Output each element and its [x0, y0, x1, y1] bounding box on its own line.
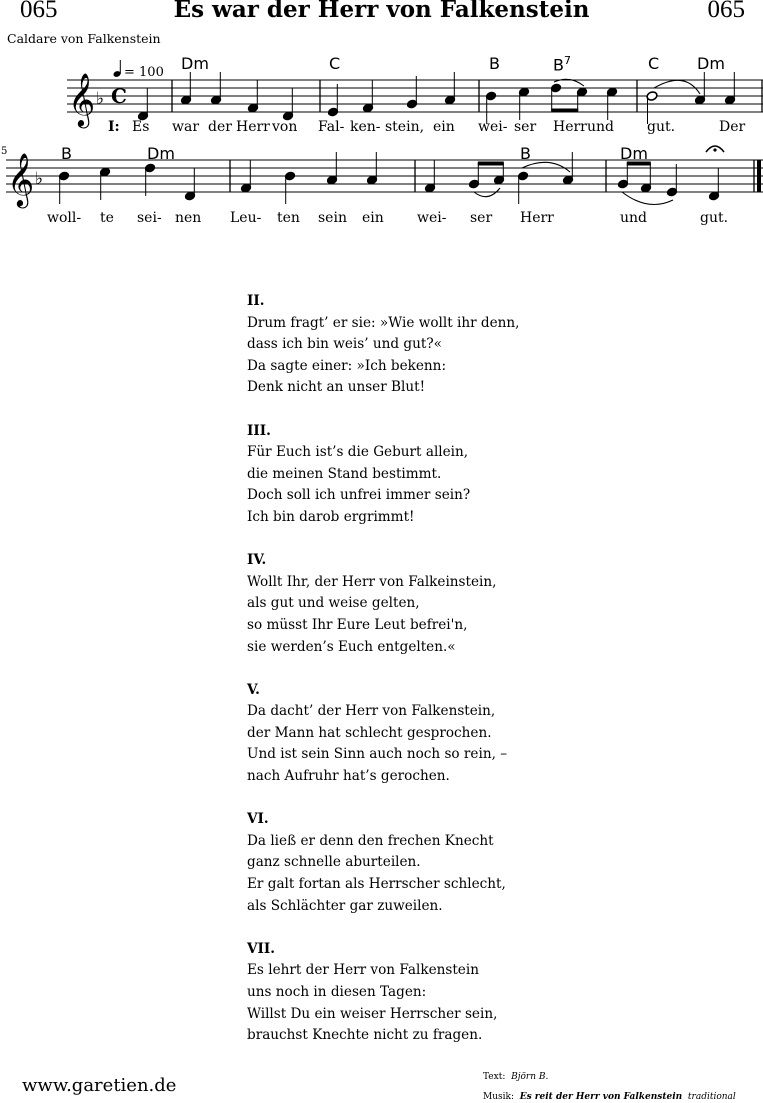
verse-line: Es lehrt der Herr von Falkenstein — [247, 962, 479, 979]
lyric-syllable: Herr — [520, 210, 554, 226]
verse-number: II. — [247, 293, 265, 309]
page-number-right: 065 — [707, 0, 745, 23]
verse-line: Willst Du ein weiser Herrscher sein, — [247, 1005, 498, 1022]
lyric-syllable: ein — [362, 210, 384, 226]
verse-number: VII. — [247, 940, 275, 957]
lyric-syllable: Es — [132, 119, 150, 135]
verse-2 — [247, 291, 520, 399]
lyric-syllable: wei- — [478, 119, 508, 135]
lyric-syllable: von — [272, 119, 298, 135]
lyric-syllable: ein — [433, 119, 455, 135]
lyric-syllable: und — [587, 119, 614, 135]
verse-line: uns noch in diesen Tagen: — [247, 984, 427, 1000]
treble-clef-icon: 𝄞 — [7, 152, 35, 206]
verse-line: so müsst Ihr Eure Leut befrei'n, — [247, 616, 468, 633]
measure-number: 5 — [1, 146, 8, 157]
verse-7 — [247, 939, 520, 1047]
lyric-syllable: woll- — [47, 210, 82, 226]
lyric-syllable: ten — [277, 210, 300, 226]
lyric-syllable: sei- — [137, 210, 162, 226]
lyric-syllable: sein — [318, 210, 347, 226]
verse-line: Da sagte einer: »Ich bekenn: — [247, 357, 447, 374]
lyric-syllable: Herr — [553, 119, 587, 135]
verse-line: Ich bin darob ergrimmt! — [247, 508, 415, 525]
lyric-syllable: wei- — [417, 210, 447, 226]
lyric-syllable: ser — [470, 210, 493, 226]
music-credit — [483, 1092, 736, 1102]
song-title: Es war der Herr von Falkenstein — [173, 0, 590, 23]
lyric-syllable: und — [620, 210, 647, 226]
fermata-icon — [706, 146, 724, 152]
text-author: Björn B. — [511, 1072, 549, 1082]
lyric-syllable: Der — [719, 119, 746, 135]
final-barline — [757, 160, 761, 192]
treble-clef-icon: 𝄞 — [68, 72, 96, 126]
verse-number: IV. — [247, 552, 267, 569]
verse-line: Drum fragt’ er sie: »Wie wollt ihr denn, — [247, 314, 520, 331]
chord-symbol: Dm — [147, 144, 175, 163]
flat-icon: ♭ — [96, 89, 105, 109]
lyric-syllable: ser — [514, 119, 537, 135]
verse-line: Und ist sein Sinn auch noch so rein, – — [247, 746, 508, 763]
chord-symbol: B — [489, 54, 500, 73]
lyric-syllable: nen — [175, 210, 202, 226]
verse-number: V. — [247, 681, 260, 698]
verse-line: nach Aufruhr hat’s gerochen. — [247, 768, 450, 785]
lyric-syllable: gut. — [647, 119, 676, 135]
tempo-marking — [113, 60, 164, 80]
verse-line: der Mann hat schlecht gesprochen. — [247, 724, 492, 741]
lyric-syllable: stein, — [385, 119, 425, 135]
verse-line: Wollt Ihr, der Herr von Falkeinstein, — [247, 573, 497, 590]
chord-symbol: B — [520, 144, 531, 163]
website-link[interactable]: www.garetien.de — [22, 1075, 177, 1096]
staff-2-slurs — [474, 162, 673, 204]
verse-line: dass ich bin weis’ und gut?« — [247, 336, 442, 353]
verse-label: I: — [108, 119, 120, 135]
flat-icon: ♭ — [35, 169, 44, 189]
verse-line: Denk nicht an unser Blut! — [247, 379, 426, 396]
verse-line: Da ließ er denn den frechen Knecht — [247, 832, 494, 849]
chord-symbol: C — [329, 54, 341, 73]
verse-number: III. — [247, 422, 271, 439]
music-source: Es reit der Herr von Falkenstein — [519, 1092, 683, 1102]
music-origin: traditional — [687, 1092, 736, 1102]
verse-line: Da dacht’ der Herr von Falkenstein, — [247, 703, 496, 720]
verse-line: als Schlächter gar zuweilen. — [247, 897, 443, 914]
lyric-syllable: te — [100, 210, 114, 226]
common-time-icon: C — [111, 84, 127, 108]
text-credit — [483, 1072, 548, 1082]
verse-line: Für Euch ist’s die Geburt allein, — [247, 444, 469, 461]
verse-3 — [247, 421, 520, 529]
lyric-syllable: gut. — [700, 210, 729, 226]
chord-symbol: C — [648, 54, 660, 73]
chord-symbol: Dm — [181, 54, 209, 73]
verse-5 — [247, 680, 520, 788]
music-credit-label: Musik: — [483, 1092, 514, 1102]
lyric-syllable: Leu- — [230, 210, 262, 226]
text-credit-label: Text: — [483, 1072, 506, 1082]
verse-line: ganz schnelle aburteilen. — [247, 854, 421, 871]
lyric-syllable: Herr — [236, 119, 270, 135]
verse-line: die meinen Stand bestimmt. — [247, 465, 442, 482]
verse-line: sie werden’s Euch entgelten.« — [247, 638, 456, 655]
lyric-syllable: ken- — [350, 119, 381, 135]
verse-line: als gut und weise gelten, — [247, 595, 420, 612]
chord-symbol: Dm — [620, 144, 648, 163]
lyric-syllable: Fal- — [318, 119, 345, 135]
song-subtitle: Caldare von Falkenstein — [7, 31, 161, 46]
verse-6 — [247, 809, 520, 917]
verses-block — [247, 291, 520, 1068]
page-number-left: 065 — [20, 0, 58, 23]
verse-4 — [247, 550, 520, 658]
verse-line: brauchst Knechte nicht zu fragen. — [247, 1027, 483, 1044]
tempo-text: = 100 — [124, 65, 164, 80]
verse-line: Er galt fortan als Herrscher schlecht, — [247, 876, 506, 893]
lyric-syllable: war — [172, 119, 200, 135]
verse-number: VI. — [247, 811, 269, 828]
chord-symbol: $B^7$ — [553, 54, 571, 75]
lyric-syllable: der — [208, 119, 232, 135]
chord-symbol: Dm — [697, 54, 725, 73]
verse-line: Doch soll ich unfrei immer sein? — [247, 487, 471, 504]
staff-1-slurs — [554, 79, 700, 94]
chord-symbol: B — [61, 144, 72, 163]
